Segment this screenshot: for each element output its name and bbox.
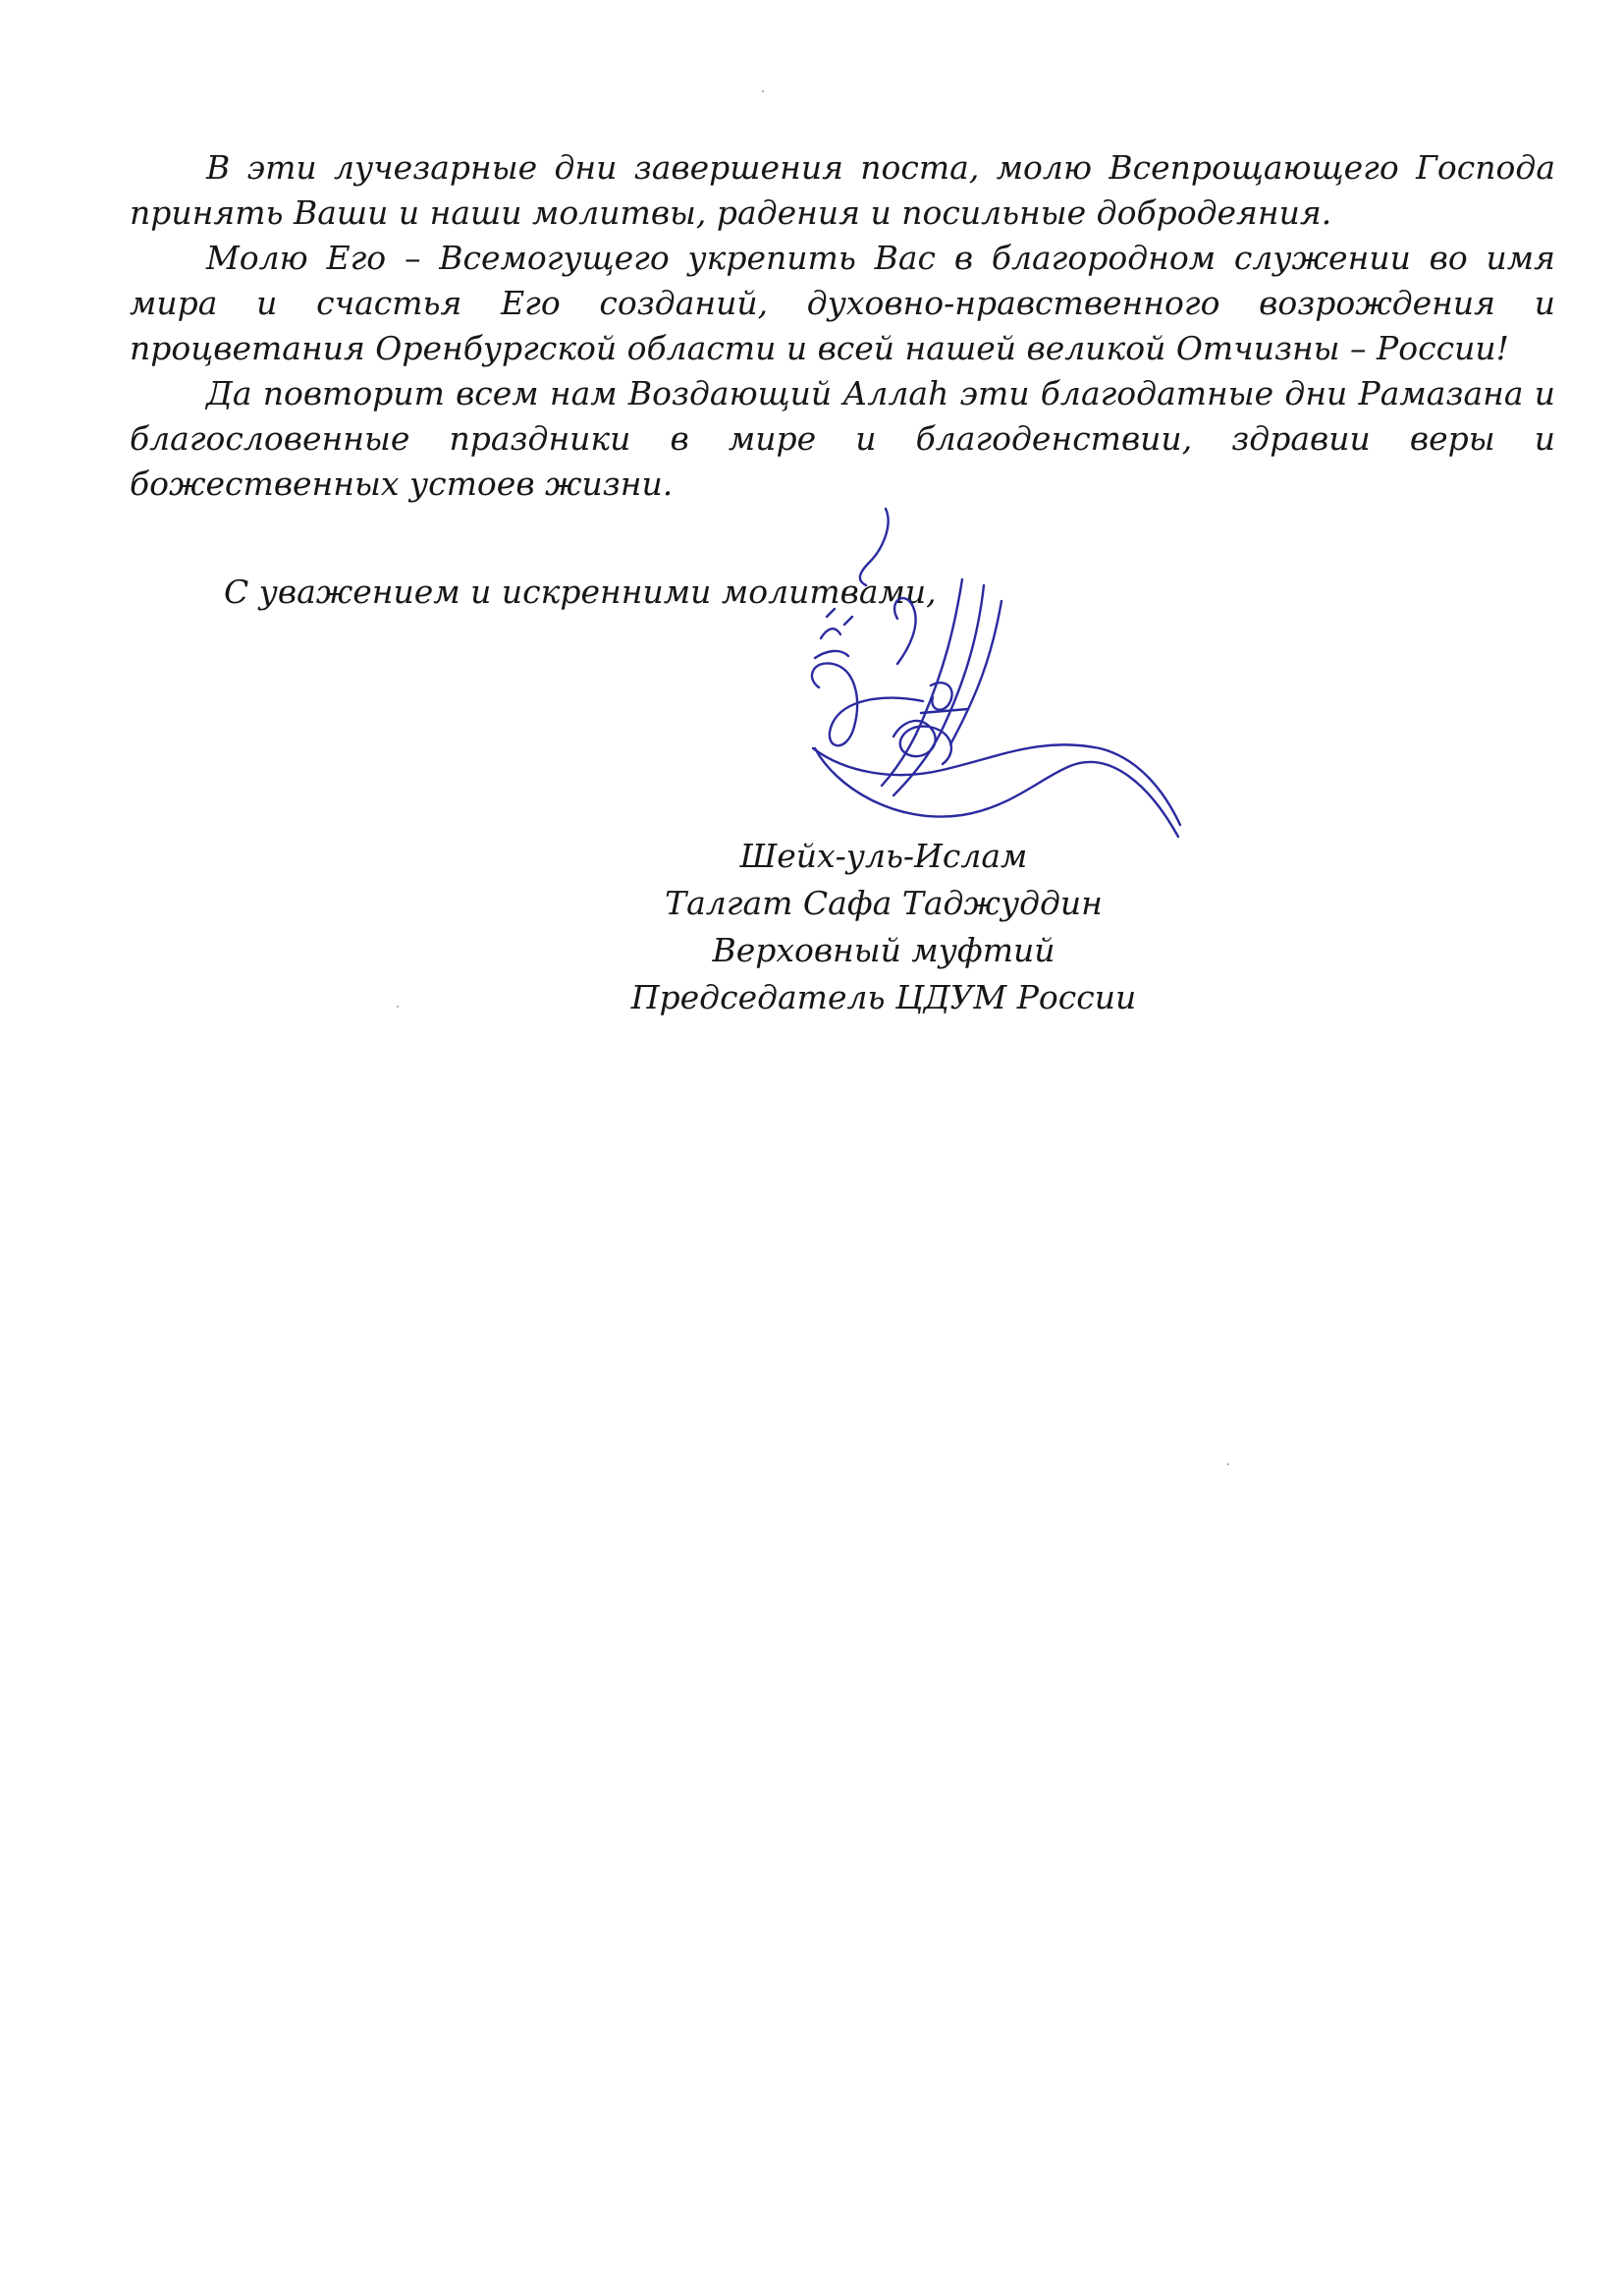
signatory-name: Талгат Сафа Таджуддин (665, 884, 1103, 922)
signatory-organization: Председатель ЦДУМ России (630, 978, 1137, 1016)
signatory-title: Шейх-уль-Ислам (739, 837, 1028, 875)
signatory-position: Верховный муфтий (712, 931, 1055, 969)
signatory-block (589, 833, 1178, 1021)
handwritten-signature-icon (776, 491, 1188, 854)
closing-line: С уважением и искренними молитвами, (224, 573, 937, 611)
paragraph-3: Да повторит всем нам Воздающий Аллаһ эти благодатные дни Рамазана и благословенные праздники в мире и благоденствии, здравии веры и божественных устоев жизни. (130, 374, 1555, 503)
letter-body (130, 145, 1555, 507)
scan-speck (762, 90, 764, 92)
paragraph-2: Молю Его – Всемогущего укрепить Вас в благородном служении во имя мира и счастья Его созданий, духовно-нравственного возрождения и процветания Оренбургской области и всей нашей великой Отчизны – России! (130, 239, 1555, 367)
scan-speck (1227, 1463, 1229, 1465)
paragraph-1: В эти лучезарные дни завершения поста, молю Всепрощающего Господа принять Ваши и наши молитвы, радения и посильные добродеяния. (130, 148, 1555, 232)
scan-speck (397, 1006, 399, 1008)
